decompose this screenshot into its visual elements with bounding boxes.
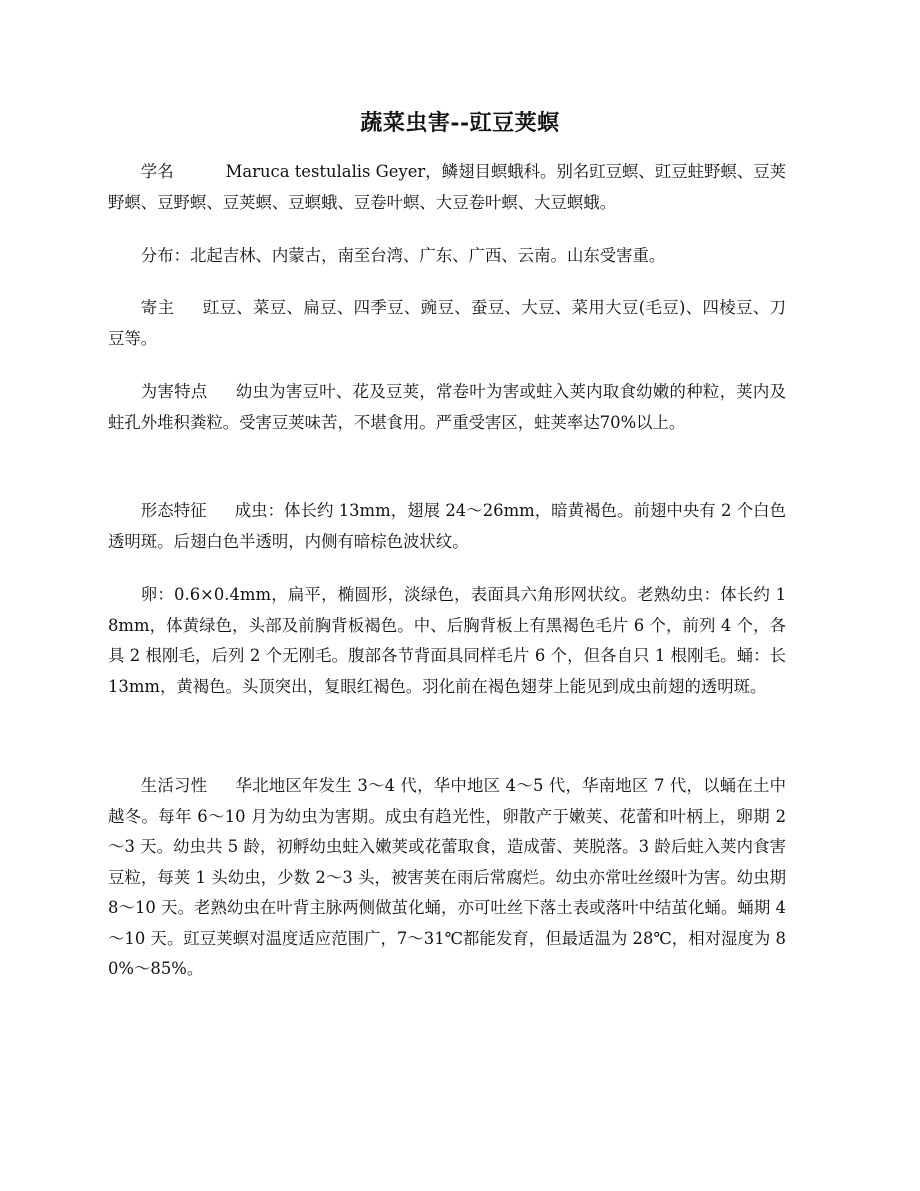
habits-text: 华北地区年发生 3～4 代，华中地区 4～5 代，华南地区 7 代，以蛹在土中越冬。每年 6～10 月为幼虫为害期。成虫有趋光性，卵散产于嫩荚、花蕾和叶柄上，卵期 2～3 天。幼虫共 5 龄，初孵幼虫蛀入嫩荚或花蕾取食，造成蕾、荚脱落。3 龄后蛀入荚内食害豆粒，每荚 1 头幼虫，少数 2～3 头，被害荚在雨后常腐烂。幼虫亦常吐丝缀叶为害。幼虫期 8～10 天。老熟幼虫在叶背主脉两侧做茧化蛹，亦可吐丝下落土表或落叶中结茧化蛹。蛹期 4～10 天。豇豆荚螟对温度适应范围广，7～31℃都能发育，但最适温为 28℃，相对湿度为 80%～85%。 <box>108 776 787 978</box>
damage-label: 为害特点 <box>140 382 208 401</box>
stages-text: 卵：0.6×0.4mm，扁平，椭圆形，淡绿色，表面具六角形网状纹。老熟幼虫：体长约 18mm，体黄绿色，头部及前胸背板褐色。中、后胸背板上有黑褐色毛片 6 个，前列 4 个，各具 2 根刚毛，后列 2 个无刚毛。腹部各节背面具同样毛片 6 个，但各自只 1 根刚毛。蛹：长 13mm，黄褐色。头顶突出，复眼红褐色。羽化前在褐色翅芽上能见到成虫前翅的透明斑。 <box>108 585 786 696</box>
morphology-label: 形态特征 <box>140 501 207 520</box>
morphology-paragraph <box>108 496 786 557</box>
damage-text: 幼虫为害豆叶、花及豆荚，常卷叶为害或蛀入荚内取食幼嫩的种粒，荚内及蛀孔外堆积粪粒。受害豆荚味苦，不堪食用。严重受害区，蛀荚率达70%以上。 <box>108 382 787 432</box>
distribution-text: 分布：北起吉林、内蒙古，南至台湾、广东、广西、云南。山东受害重。 <box>140 246 666 265</box>
scientific-name-text: Maruca testulalis Geyer，鳞翅目螟蛾科。别名豇豆螟、豇豆蛀野螟、豆荚野螟、豆野螟、豆荚螟、豆螟蛾、豆卷叶螟、大豆卷叶螟、大豆螟蛾。 <box>108 162 787 212</box>
distribution-paragraph <box>108 241 786 272</box>
hosts-text: 豇豆、菜豆、扁豆、四季豆、豌豆、蚕豆、大豆、菜用大豆(毛豆)、四棱豆、刀豆等。 <box>108 298 787 348</box>
stages-paragraph <box>108 580 786 702</box>
morphology-text: 成虫：体长约 13mm，翅展 24～26mm，暗黄褐色。前翅中央有 2 个白色透明斑。后翅白色半透明，内侧有暗棕色波状纹。 <box>108 501 786 551</box>
habits-label: 生活习性 <box>140 776 208 795</box>
scientific-name-label: 学名 <box>140 162 174 181</box>
scientific-name-paragraph <box>108 157 786 218</box>
damage-paragraph <box>108 377 786 438</box>
hosts-label: 寄主 <box>140 298 175 317</box>
hosts-paragraph <box>108 293 786 354</box>
document-title: 蔬菜虫害--豇豆荚螟 <box>360 110 560 136</box>
habits-paragraph <box>108 771 786 985</box>
